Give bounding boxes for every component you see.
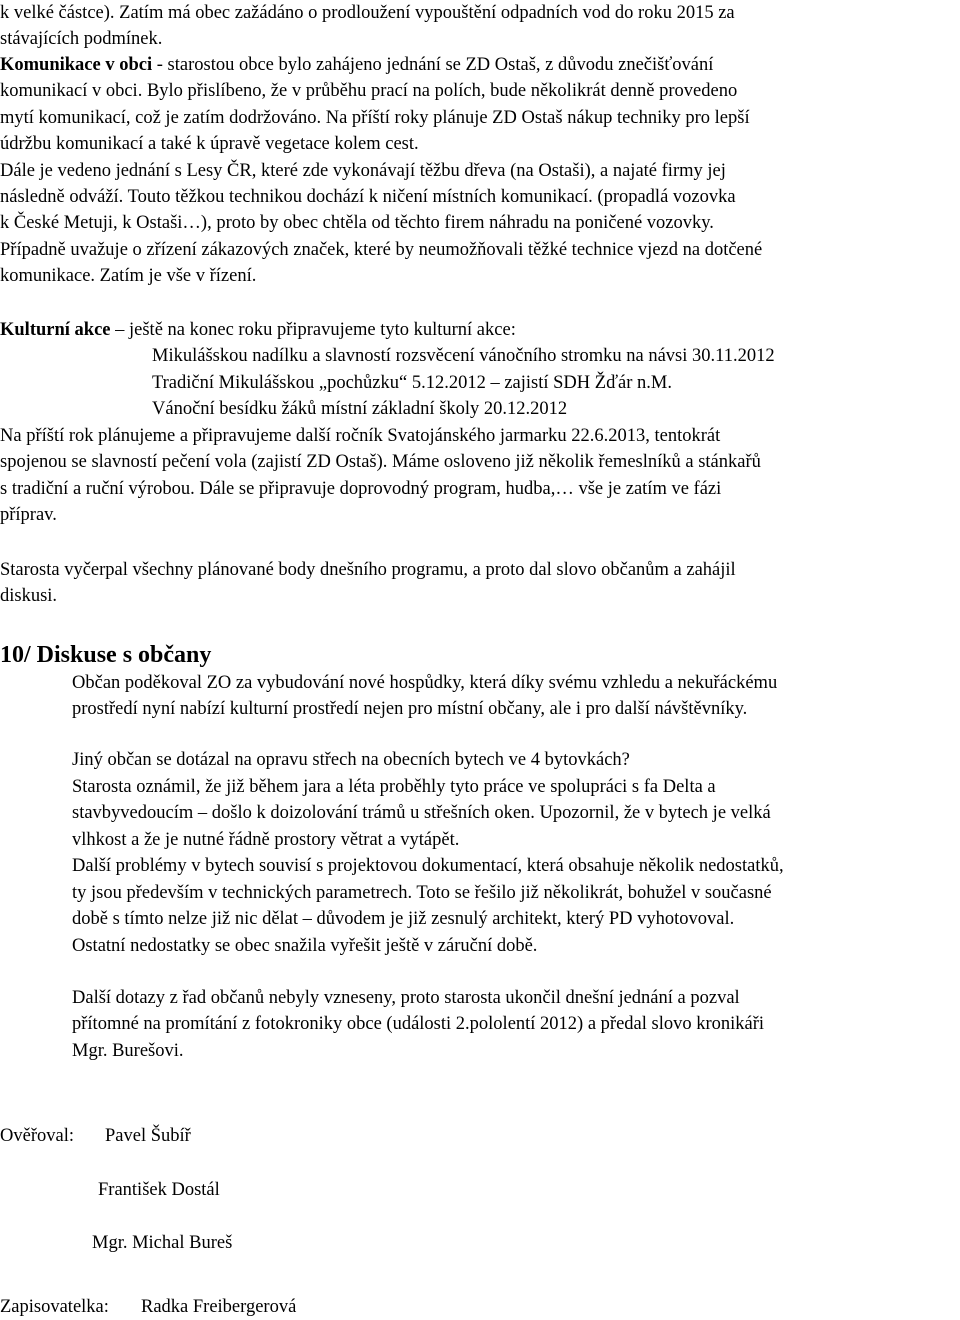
paragraph-line: Případně uvažuje o zřízení zákazových značek, které by neumožňovali těžké technice vjezd na dotčené (0, 240, 763, 260)
verifier-name: Pavel Šubíř (105, 1126, 191, 1146)
paragraph-line: Na příští rok plánujeme a připravujeme další ročník Svatojánského jarmarku 22.6.2013, tentokrát (0, 426, 721, 446)
paragraph-line: k velké částce). Zatím má obec zažádáno o prodloužení vypouštění odpadních vod do roku 2015 za (0, 3, 735, 23)
paragraph-line (0, 52, 713, 78)
verified-label: Ověřoval: (0, 1126, 74, 1146)
paragraph-line: ty jsou především v technických parametrech. Toto se řešilo již několikrát, bohužel v současné (72, 883, 772, 903)
section-heading: 10/ Diskuse s občany (0, 642, 212, 668)
paragraph-line: Další problémy v bytech souvisí s projektovou dokumentací, která obsahuje několik nedostatků, (72, 856, 784, 876)
paragraph-line: s tradiční a ruční výrobou. Dále se připravuje doprovodný program, hudba,… vše je zatím ve fázi (0, 479, 722, 499)
paragraph-line: komunikací v obci. Bylo přislíbeno, že v průběhu prací na polích, bude několikrát denně provedeno (0, 81, 738, 101)
section-label-kulturni-akce: Kulturní akce (0, 320, 111, 340)
paragraph-line: prostředí nyní nabízí kulturní prostředí nejen pro místní občany, ale i pro další návštěvníky. (72, 699, 748, 719)
paragraph-line: k České Metuji, k Ostaši…), proto by obec chtěla od těchto firem náhradu na poničené vozovky. (0, 213, 714, 233)
verifier-name: František Dostál (98, 1180, 220, 1200)
paragraph-line (0, 317, 516, 343)
paragraph-line: Dále je vedeno jednání s Lesy ČR, které zde vykonávají těžbu dřeva (na Ostaši), a najaté firmy jej (0, 161, 726, 181)
recorder-name: Radka Freibergerová (141, 1297, 297, 1317)
paragraph-line: Občan poděkoval ZO za vybudování nové hospůdky, která díky svému vzhledu a nekuřáckému (72, 673, 778, 693)
paragraph-line: Mgr. Burešovi. (72, 1041, 184, 1061)
paragraph-line: Další dotazy z řad občanů nebyly vzneseny, proto starosta ukončil dnešní jednání a pozval (72, 988, 740, 1008)
paragraph-line: spojenou se slavností pečení vola (zajistí ZD Ostaš). Máme osloveno již několik řemeslníků a stánkařů (0, 452, 761, 472)
paragraph-line: Jiný občan se dotázal na opravu střech na obecních bytech ve 4 bytovkách? (72, 750, 630, 770)
recorder-label: Zapisovatelka: (0, 1297, 109, 1317)
paragraph-line: stávajících podmínek. (0, 29, 163, 49)
paragraph-line: Starosta oznámil, že již během jara a léta proběhly tyto práce ve spolupráci s fa Delta a (72, 777, 716, 797)
paragraph-line: přítomné na promítání z fotokroniky obce (události 2.pololentí 2012) a předal slovo kronikáři (72, 1014, 765, 1034)
paragraph-line: vlhkost a že je nutné řádně prostory větrat a vytápět. (72, 830, 460, 850)
paragraph-line: následně odváží. Touto těžkou technikou dochází k ničení místních komunikací. (propadlá vozovka (0, 187, 736, 207)
paragraph-text: – ještě na konec roku připravujeme tyto kulturní akce: (110, 320, 516, 340)
event-item: Tradiční Mikulášskou „pochůzku“ 5.12.2012 – zajistí SDH Žďár n.M. (152, 373, 672, 393)
paragraph-line: mytí komunikací, což je zatím dodržováno. Na příští roky plánuje ZD Ostaš nákup techniky pro lepší (0, 108, 750, 128)
event-item: Vánoční besídku žáků místní základní školy 20.12.2012 (152, 399, 568, 419)
paragraph-line: době s tímto nelze již nic dělat – důvodem je již zesnulý architekt, který PD vyhotovoval. (72, 909, 735, 929)
paragraph-line: příprav. (0, 505, 57, 525)
paragraph-line: Ostatní nedostatky se obec snažila vyřešit ještě v záruční době. (72, 936, 538, 956)
paragraph-text: - starostou obce bylo zahájeno jednání se ZD Ostaš, z důvodu znečišťování (152, 55, 714, 75)
paragraph-line: údržbu komunikací a také k úpravě vegetace kolem cest. (0, 134, 419, 154)
paragraph-line: Starosta vyčerpal všechny plánované body dnešního programu, a proto dal slovo občanům a zahájil (0, 560, 736, 580)
paragraph-line: komunikace. Zatím je vše v řízení. (0, 266, 257, 286)
event-item: Mikulášskou nadílku a slavností rozsvěcení vánočního stromku na návsi 30.11.2012 (152, 346, 775, 366)
paragraph-line: diskusi. (0, 586, 58, 606)
paragraph-line: stavbyvedoucím – došlo k doizolování trámů u střešních oken. Upozornil, že v bytech je velká (72, 803, 771, 823)
verifier-name: Mgr. Michal Bureš (92, 1233, 233, 1253)
section-label-komunikace: Komunikace v obci (0, 55, 153, 75)
